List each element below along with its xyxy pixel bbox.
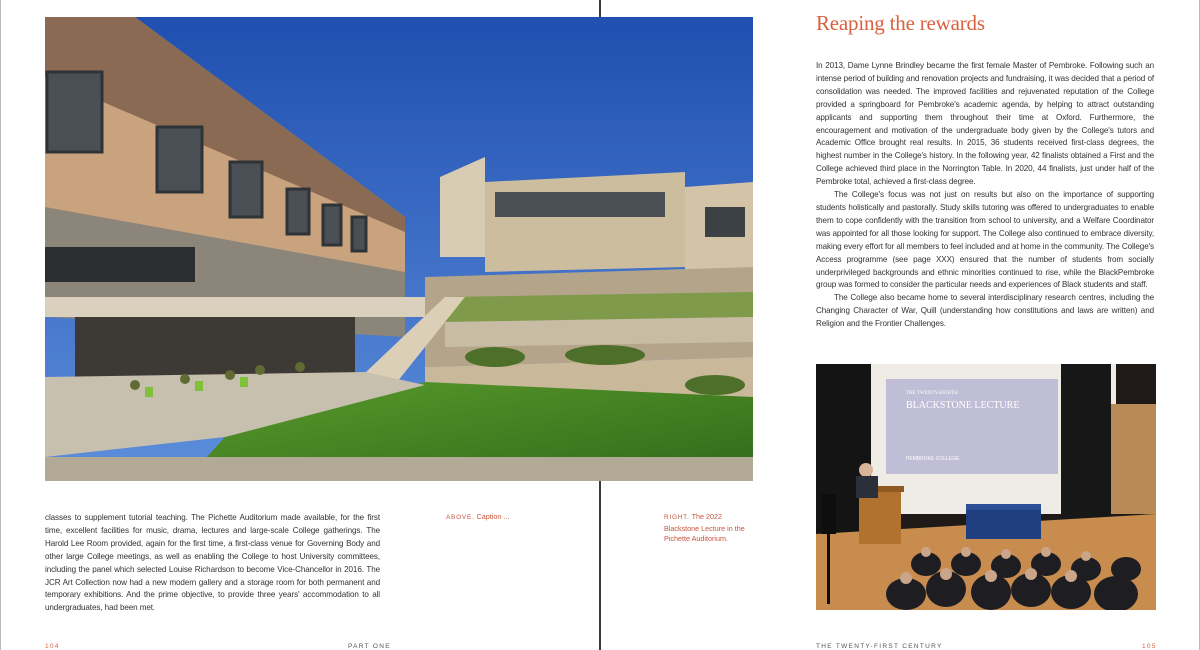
right-caption	[664, 512, 756, 545]
right-page-number: 105	[1142, 643, 1157, 650]
above-caption-lead: ABOVE.	[446, 514, 475, 521]
right-paragraph-1: In 2013, Dame Lynne Brindley became the first female Master of Pembroke. Following such an intense period of building and renovation projects and fundraising, it was decided that a period of consolidation was needed. The improved facilities and rejuvenated reputation of the College provided a springboard for Pembroke's academic agenda, by helping to attract outstanding applicants and supporting them throughout their time at Oxford. Furthermore, the encouragement and motivation of the undergraduate body given by the College's tutors and Academic Office brought real results. In 2015, 36 students received first-class degrees, the highest number in the College's history. In the following year, 42 finalists obtained a First and the College achieved third place in the Norrington Table. In 2020, 44 finalists, just under half of the Pembroke total, achieved a first-class degree.	[816, 61, 1154, 187]
slide-subtitle: PEMBROKE COLLEGE	[906, 456, 960, 462]
right-running-head: THE TWENTY-FIRST CENTURY	[816, 643, 943, 650]
section-heading: Reaping the rewards	[816, 11, 985, 35]
left-paragraph: classes to supplement tutorial teaching. The Pichette Auditorium made available, for the first time, excellent facilities for music, drama, lectures and large-scale College gatherings. The Harold Lee Room provided, again for the first time, a first-class venue for Governing Body and other large College meetings, as well as enabling the College to host University committees, including the panel which selected Louise Richardson to become Vice-Chancellor in 2016. The JCR Art Collection now had a new modern gallery and a storage room for both permanent and temporary exhibitions. And the prime objective, to provide three years' accommodation to all undergraduates, had been met.	[45, 513, 380, 613]
right-body-text	[816, 60, 1154, 331]
slide-title: BLACKSTONE LECTURE	[906, 400, 1020, 411]
right-paragraph-2: The College's focus was not just on results but also on the importance of supporting students holistically and pastorally. Study skills tutoring was offered to undergraduates to enable them to cope confidently with the transition from school to university, and a Welfare Coordinator was appointed for all those looking for support. The College also continued to embrace diversity, making every effort for all members to feel included and at home in the community. The College's Access programme (see page XXX) ensured that the number of students from socially underprivileged backgrounds and ethnic minorities continued to rise, while the BlackPembroke group was formed to consider the particular needs and experiences of Black students and staff.	[816, 190, 1154, 290]
courtyard-photo	[45, 17, 753, 481]
left-body-text	[45, 512, 380, 615]
above-caption-text: Caption ...	[476, 512, 510, 521]
above-caption	[446, 512, 509, 524]
right-caption-lead: RIGHT.	[664, 514, 690, 521]
right-caption-text: The 2022 Blackstone Lecture in the Pichette Auditorium.	[664, 512, 745, 543]
left-running-head: PART ONE	[348, 643, 391, 650]
right-paragraph-3: The College also became home to several interdisciplinary research centres, including the Changing Character of War, Quill (understanding how constitutions and laws are written) and Religion and the Frontier Challenges.	[816, 293, 1154, 329]
slide-title-small: THE TWENTY-EIGHTH	[906, 391, 958, 396]
lecture-photo	[816, 364, 1156, 610]
left-page-number: 104	[45, 643, 60, 650]
